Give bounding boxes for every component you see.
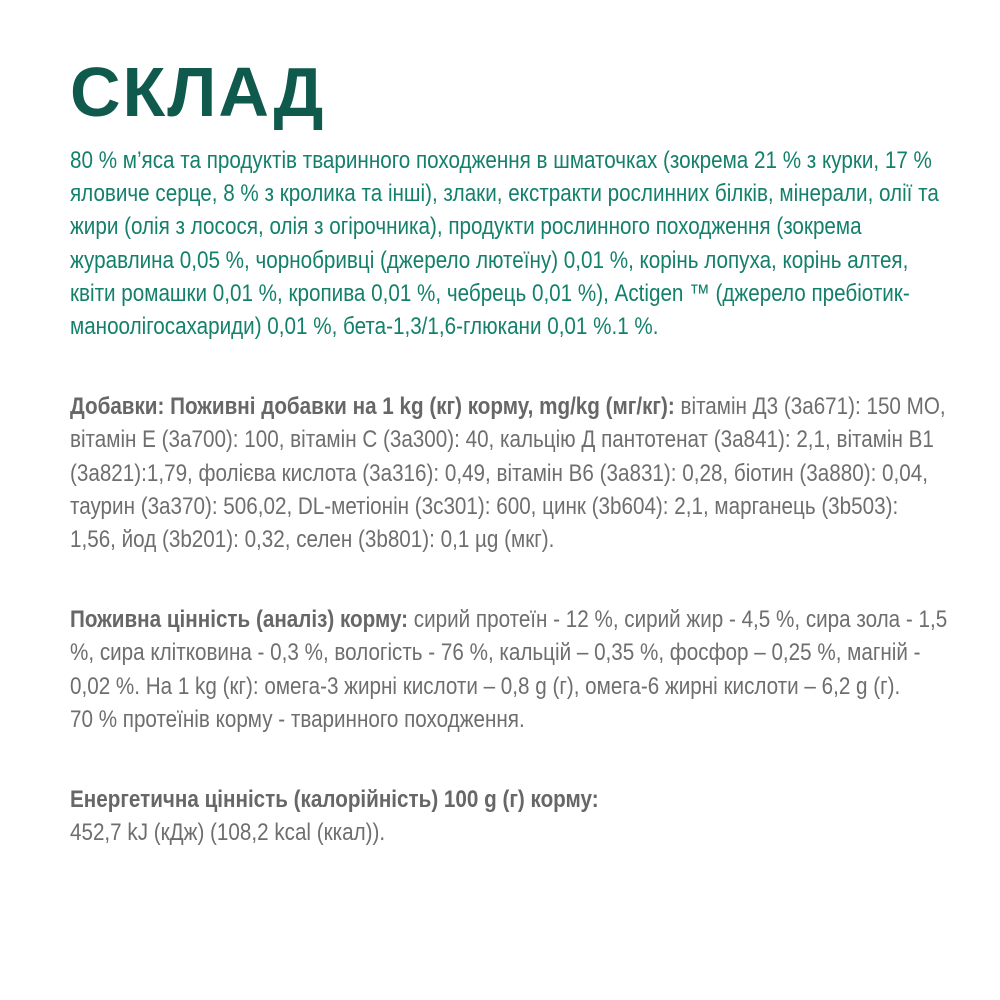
page-title: СКЛАД — [70, 53, 326, 131]
additives-section — [70, 390, 950, 556]
nutrition-label: Поживна цінність (аналіз) корму: — [70, 606, 409, 634]
product-composition-page — [70, 52, 950, 849]
additives-label: Добавки: Поживні добавки на 1 kg (кг) корму, mg/kg (мг/кг): — [70, 393, 675, 421]
energy-label: Енергетична цінність (калорійність) 100 g (г) корму: — [70, 786, 599, 814]
composition-text: 80 % м’яса та продуктів тваринного походження в шматочках (зокрема 21 % з курки, 17 % яловиче серце, 8 % з кролика та інші), злаки, екстракти рослинних білків, мінерали, олії та жири (олія з лосося, олія з огірочника), продукти рослинного походження (зокрема журавлина 0,05 %, чорнобривці (джерело лютеїну) 0,01 %, корінь лопуха, корінь алтея, квіти ромашки 0,01 %, кропива 0,01 %, чебрець 0,01 %), Actigen ™ (джерело пребіотик-маноолігосахариди) 0,01 %, бета-1,3/1,6-глюкани 0,01 %.1 %. — [70, 147, 939, 341]
energy-section — [70, 783, 950, 849]
additives-text: вітамін Д3 (3a671): 150 МО, вітамін Е (3a700): 100, вітамін С (3a300): 40, кальцію Д пантотенат (3a841): 2,1, вітамін В1 (3a821):1,79, фолієва кислота (3a316): 0,49, вітамін В6 (3a831): 0,28, біотин (3a880): 0,04, таурин (3a370): 506,02, DL-метіонін (3c301): 600, цинк (3b604): 2,1, марганець (3b503): 1,56, йод (3b201): 0,32, селен (3b801): 0,1 µg (мкг). — [70, 393, 946, 554]
nutrition-section — [70, 603, 950, 736]
energy-text: 452,7 kJ (кДж) (108,2 kcal (ккал)). — [70, 819, 386, 847]
nutrition-note: 70 % протеїнів корму - тваринного походження. — [70, 705, 525, 733]
nutrition-text: сирий протеїн - 12 %, сирий жир - 4,5 %, сира зола - 1,5 %, сира клітковина - 0,3 %, вологість - 76 %, кальцій – 0,35 %, фосфор – 0,25 %, магній - 0,02 %. На 1 kg (кг): омега-3 жирні кислоти – 0,8 g (г), омега-6 жирні кислоти – 6,2 g (г). — [70, 606, 948, 700]
